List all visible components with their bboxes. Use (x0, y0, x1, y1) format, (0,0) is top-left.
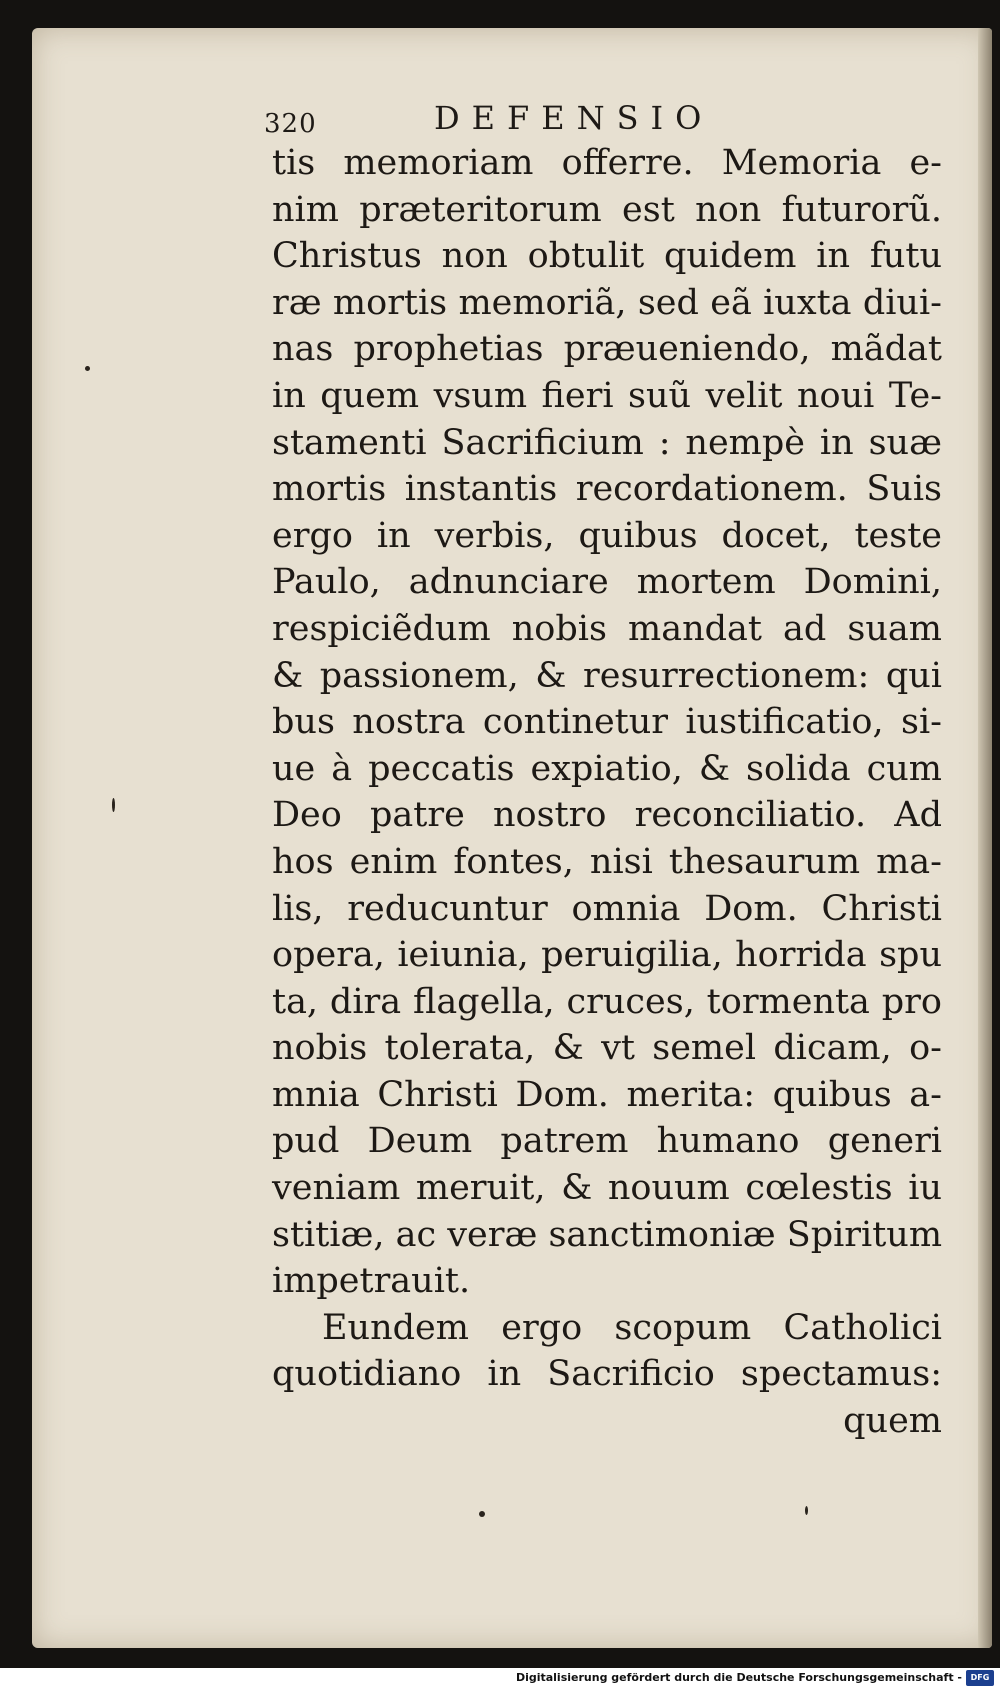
text-line: lis, reducuntur omnia Dom. Christi (272, 888, 942, 929)
ink-speck (805, 1506, 808, 1515)
text-line: Deo patre nostro reconciliatio. Ad (272, 795, 942, 836)
ink-speck (479, 1511, 485, 1517)
ink-speck (112, 798, 115, 812)
text-line: ræ mortis memoriã, sed eã iuxta diui- (272, 282, 942, 323)
catchword: quem (843, 1401, 942, 1442)
footer-bar (0, 1668, 1000, 1689)
text-line: ergo in verbis, quibus docet, teste (272, 515, 942, 556)
text-line: mortis instantis recordationem. Suis (272, 469, 942, 510)
page-edge (978, 28, 992, 1648)
body-text (272, 140, 942, 1445)
text-line: ue à peccatis expiatio, & solida cum (272, 748, 942, 789)
text-line: stitiæ, ac veræ sanctimoniæ Spiritum (272, 1214, 943, 1255)
text-line: veniam meruit, & nouum cœlestis iu (272, 1168, 942, 1209)
text-line: stamenti Sacrificium : nempè in suæ (272, 422, 942, 463)
text-line: Eundem ergo scopum Catholici (322, 1307, 942, 1348)
text-line: & passionem, & resurrectionem: qui (272, 655, 942, 696)
text-line: in quem vsum fieri suũ velit noui Te- (272, 375, 942, 416)
text-line: quotidiano in Sacrificio spectamus: (272, 1354, 942, 1395)
text-line: bus nostra continetur iustificatio, si- (272, 702, 942, 743)
ink-speck (85, 366, 90, 371)
text-line: Christus non obtulit quidem in futu (272, 236, 942, 277)
text-line: hos enim fontes, nisi thesaurum ma- (272, 841, 942, 882)
text-line: nas prophetias præueniendo, mãdat (272, 329, 942, 370)
text-line: pud Deum patrem humano generi (272, 1121, 942, 1162)
running-head (252, 95, 812, 145)
dfg-logo: DFG (966, 1670, 994, 1686)
text-line: nim præteritorum est non futurorũ. (272, 189, 942, 230)
text-line: Paulo, adnunciare mortem Domini, (272, 562, 942, 603)
footer-credit: Digitalisierung gefördert durch die Deutsche Forschungsgemeinschaft - (515, 1671, 962, 1684)
page-number: 320 (264, 109, 317, 139)
text-line: nobis tolerata, & vt semel dicam, o- (272, 1028, 942, 1069)
text-line: impetrauit. (272, 1261, 471, 1302)
text-line: respiciẽdum nobis mandat ad suam (272, 608, 942, 649)
text-line: mnia Christi Dom. merita: quibus a- (272, 1074, 942, 1115)
running-title: DEFENSIO (434, 99, 714, 137)
text-line: tis memoriam offerre. Memoria e- (272, 143, 942, 183)
text-line: ta, dira flagella, cruces, tormenta pro (272, 981, 942, 1022)
text-line: opera, ieiunia, peruigilia, horrida spu (272, 935, 942, 976)
